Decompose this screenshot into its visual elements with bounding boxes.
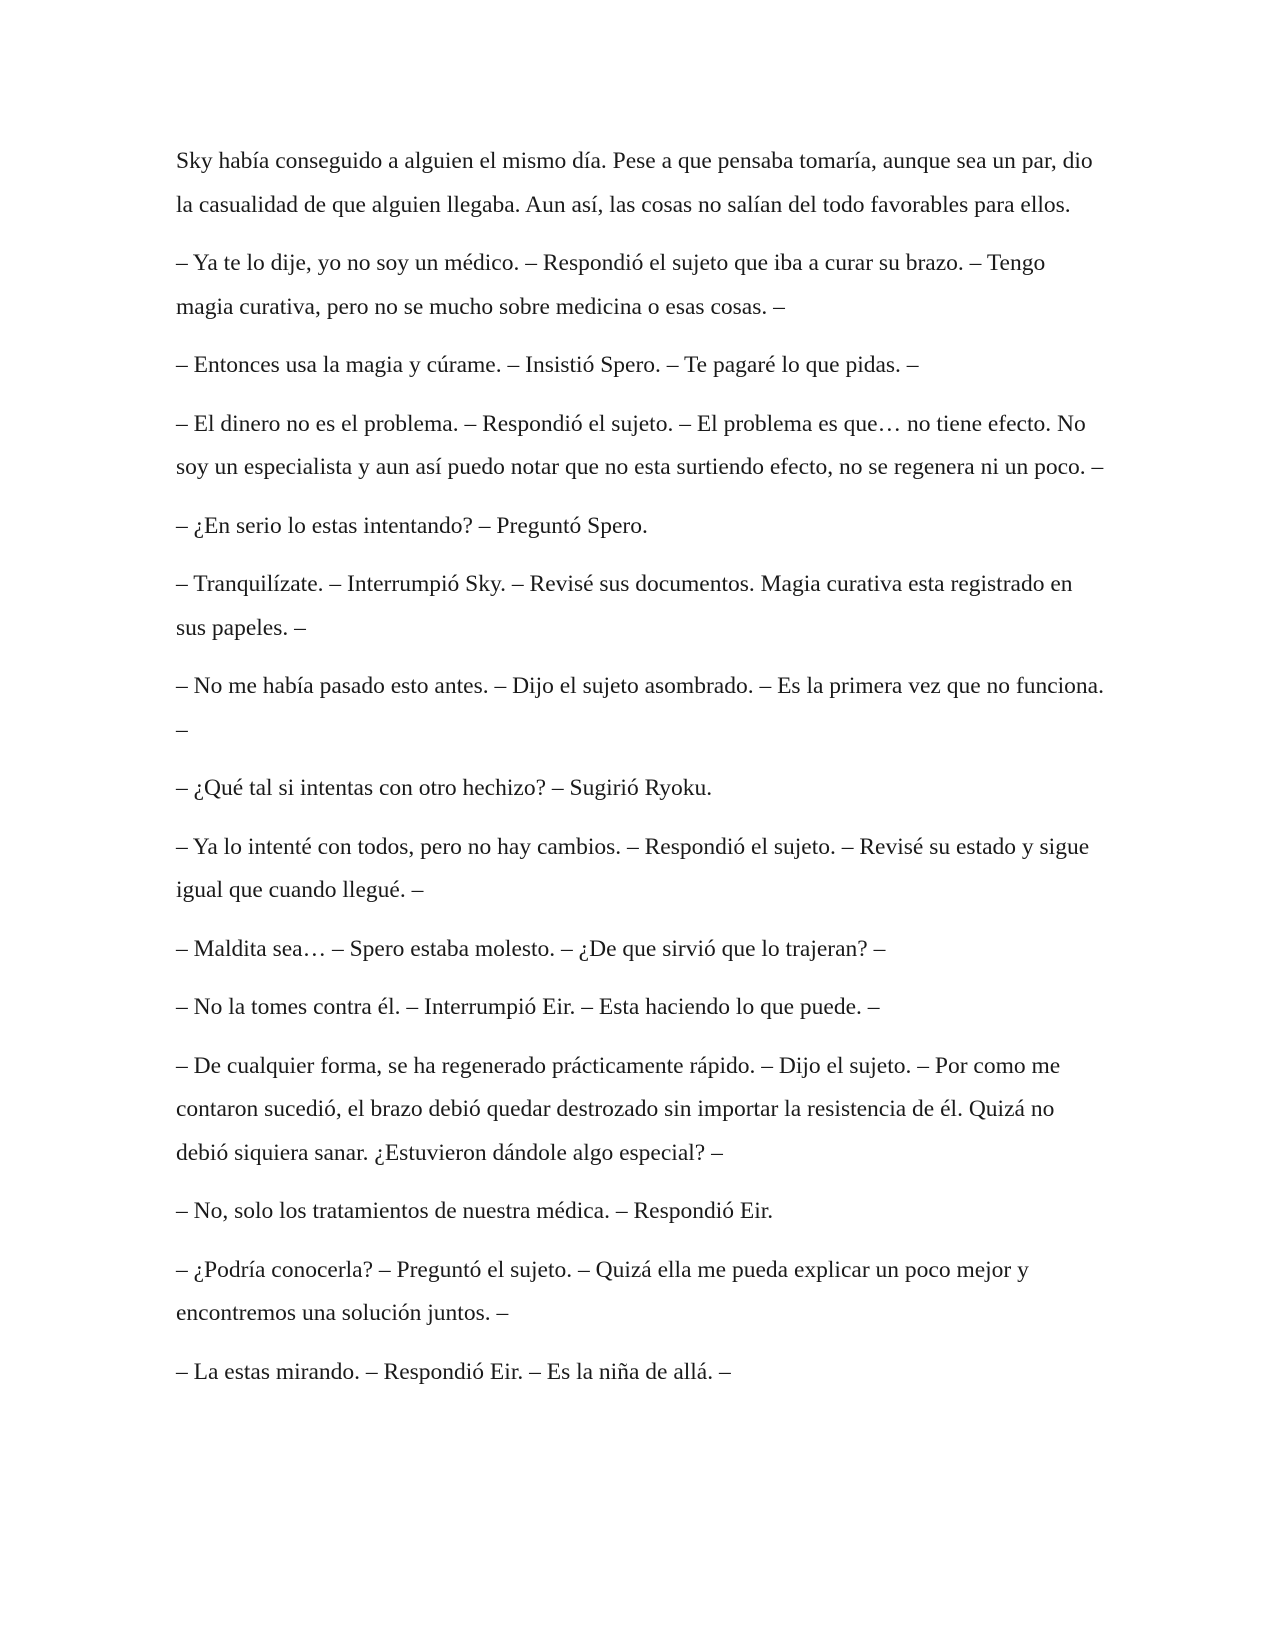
paragraph-6: – Tranquilízate. – Interrumpió Sky. – Revisé sus documentos. Magia curativa esta registrado en sus papeles. – [176,571,1073,641]
paragraph-4: – El dinero no es el problema. – Respondió el sujeto. – El problema es que… no tiene efecto. No soy un especialista y aun así puedo notar que no esta surtiendo efecto, no se regenera ni un poco. – [176,410,1104,480]
paragraph-3: – Entonces usa la magia y cúrame. – Insistió Spero. – Te pagaré lo que pidas. – [176,352,919,378]
paragraph-11: – No la tomes contra él. – Interrumpió Eir. – Esta haciendo lo que puede. – [176,994,880,1020]
paragraph-14: – ¿Podría conocerla? – Preguntó el sujeto. – Quizá ella me pueda explicar un poco mejor y encontremos una solución juntos. – [176,1256,1029,1326]
paragraph-8: – ¿Qué tal si intentas con otro hechizo? – Sugirió Ryoku. [176,775,713,801]
paragraph-12: – De cualquier forma, se ha regenerado prácticamente rápido. – Dijo el sujeto. – Por como me contaron sucedió, el brazo debió quedar destrozado sin importar la resistencia de él. Quizá no debió siquiera sanar. ¿Estuvieron dándole algo especial? – [176,1052,1061,1166]
paragraph-2: – Ya te lo dije, yo no soy un médico. – Respondió el sujeto que iba a curar su brazo. – Tengo magia curativa, pero no se mucho sobre medicina o esas cosas. – [176,250,1046,320]
paragraph-10: – Maldita sea… – Spero estaba molesto. – ¿De que sirvió que lo trajeran? – [176,935,886,962]
paragraph-13: – No, solo los tratamientos de nuestra médica. – Respondió Eir. [176,1198,774,1224]
document-body [176,140,1106,1409]
paragraph-9: – Ya lo intenté con todos, pero no hay cambios. – Respondió el sujeto. – Revisé su estado y sigue igual que cuando llegué. – [176,833,1090,903]
paragraph-7: – No me había pasado esto antes. – Dijo el sujeto asombrado. – Es la primera vez que no funciona. – [176,673,1104,743]
paragraph-1: Sky había conseguido a alguien el mismo día. Pese a que pensaba tomaría, aunque sea un par, dio la casualidad de que alguien llegaba. Aun así, las cosas no salían del todo favorables para ellos. [176,148,1093,218]
paragraph-5: – ¿En serio lo estas intentando? – Preguntó Spero. [176,512,648,539]
paragraph-15: – La estas mirando. – Respondió Eir. – Es la niña de allá. – [176,1358,731,1385]
